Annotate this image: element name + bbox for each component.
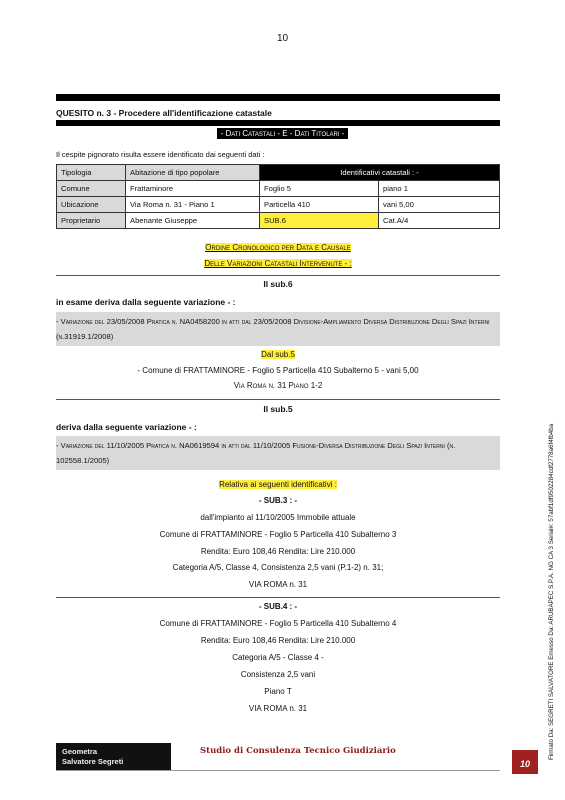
table-cell: Proprietario	[57, 213, 126, 229]
table-cell: Abenante Giuseppe	[126, 213, 260, 229]
footer-logo-line-2: Salvatore Segreti	[62, 757, 124, 766]
footer-studio: Studio di Consulenza Tecnico Giudiziario	[200, 746, 396, 756]
table-row	[57, 213, 500, 229]
table-cell: SUB.6	[260, 213, 379, 229]
table-cell: Tipologia	[57, 165, 126, 181]
sub4-title: - SUB.4 : -	[258, 602, 298, 611]
table-row	[57, 197, 500, 213]
sub3-title: - SUB.3 : -	[258, 496, 298, 505]
sub6-title: Il sub.6	[263, 279, 293, 289]
sub6-deriva: in esame deriva dalla seguente variazione - :	[56, 297, 236, 307]
ordine-line-2: Delle Variazioni Catastali Intervenute - :	[204, 259, 352, 268]
ordine-line-1: Ordine Cronologico per Data e Causale	[205, 243, 351, 252]
variazione-1-text: - Variazione del 23/05/2008 Pratica n. NA0458200 in atti dal 23/05/2008 Divisione-Ampliamento Diversa Distribuzione Degli Spazi Interni (n.31919.1/2008)	[56, 317, 490, 341]
dal-sub5-text: Dal sub.5	[261, 350, 295, 359]
dati-catastali-heading	[0, 129, 565, 138]
relativa-text: Relativa ai seguenti identificativi :	[219, 480, 337, 489]
variazione-2-text: - Variazione del 11/10/2005 Pratica n. NA0619594 in atti dal 11/10/2005 Fusione-Diversa Distribuzione Degli Spazi Interni (n. 102558.1/2005)	[56, 441, 456, 465]
header-rule	[56, 94, 500, 101]
sub5-deriva: deriva dalla seguente variazione - :	[56, 422, 197, 432]
quesito-title: QUESITO n. 3 - Procedere all'identificazione catastale	[56, 108, 272, 118]
table-cell: Ubicazione	[57, 197, 126, 213]
table-cell: Cat.A/4	[379, 213, 500, 229]
table-cell: Comune	[57, 181, 126, 197]
footer-logo-line-1: Geometra	[62, 747, 98, 756]
quesito-rule	[56, 120, 500, 126]
cadastral-table	[56, 164, 500, 229]
sub4-consistenza: Consistenza 2,5 vani	[240, 670, 316, 679]
sub3-impianto: dall'impianto al 11/10/2005 Immobile attuale	[200, 513, 356, 522]
table-cell: Identificativi catastali : -	[260, 165, 500, 181]
table-cell: Abitazione di tipo popolare	[126, 165, 260, 181]
sub4-categoria: Categoria A/5 - Classe 4 -	[232, 653, 324, 662]
table-cell: vani 5,00	[379, 197, 500, 213]
table-cell: Frattaminore	[126, 181, 260, 197]
table-row	[57, 165, 500, 181]
relativa	[56, 480, 500, 489]
table-cell: Via Roma n. 31 - Piano 1	[126, 197, 260, 213]
digital-signature-text: Firmato Da: SEGRETI SALVATORE Emesso Da: ARUBAPEC S.P.A. NG CA 3 Serial#: 57abf1df9502284cdf2778a6f4fb4ba	[548, 423, 555, 760]
divider	[56, 597, 500, 598]
sub3-rendita: Rendita: Euro 108,46 Rendita: Lire 210.000	[200, 547, 356, 556]
table-row	[57, 181, 500, 197]
dati-catastali-heading-text: - Dati Catastali - E - Dati Titolari -	[217, 128, 349, 139]
ordine-heading	[56, 240, 500, 272]
table-cell: Particella 410	[260, 197, 379, 213]
footer-page-number: 10	[519, 759, 530, 769]
divider	[56, 399, 500, 400]
variazione-1	[56, 312, 500, 346]
footer-line	[56, 770, 500, 771]
sub4-piano: Piano T	[264, 687, 292, 696]
sub4-via: VIA ROMA n. 31	[248, 704, 308, 713]
table-cell: piano 1	[379, 181, 500, 197]
sub4-rendita: Rendita: Euro 108,46 Rendita: Lire 210.000	[200, 636, 356, 645]
digital-signature-sidebar	[548, 200, 560, 760]
sub3-categoria: Categoria A/5, Classe 4, Consistenza 2,5 vani (P.1-2) n. 31;	[172, 563, 384, 572]
sub5-comune: - Comune di FRATTAMINORE - Foglio 5 Particella 410 Subalterno 5 - vani 5,00	[137, 366, 419, 375]
table-cell: Foglio 5	[260, 181, 379, 197]
sub4-comune: Comune di FRATTAMINORE - Foglio 5 Particella 410 Subalterno 4	[159, 619, 397, 628]
sub5-via: Via Roma n. 31 Piano 1-2	[233, 381, 323, 390]
footer-logo	[56, 743, 171, 770]
dal-sub5	[56, 350, 500, 359]
page-number-top: 10	[276, 33, 289, 44]
divider	[56, 275, 500, 276]
variazione-2	[56, 436, 500, 470]
sub5-title: Il sub.5	[263, 404, 293, 414]
intro-text: Il cespite pignorato risulta essere identificato dai seguenti dati :	[56, 150, 265, 159]
sub3-via: VIA ROMA n. 31	[248, 580, 308, 589]
sub3-comune: Comune di FRATTAMINORE - Foglio 5 Particella 410 Subalterno 3	[159, 530, 397, 539]
